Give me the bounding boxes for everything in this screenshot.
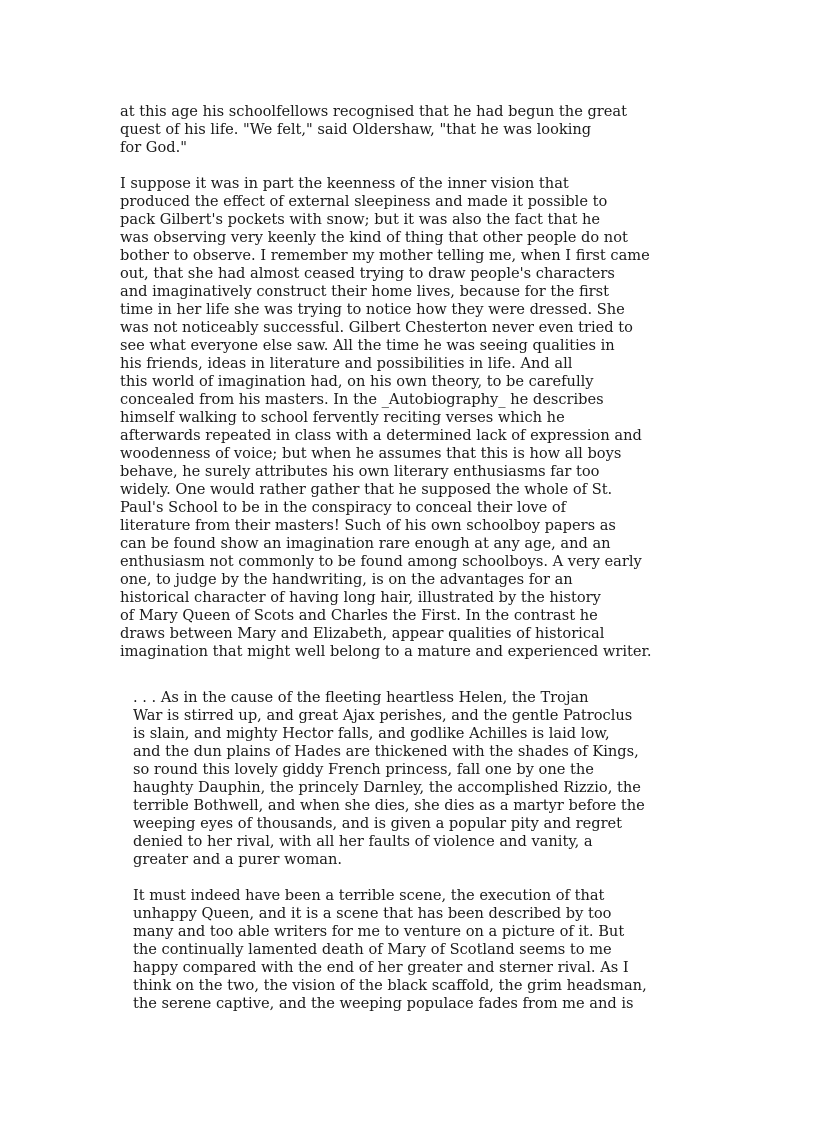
body-paragraph: at this age his schoolfellows recognised that he had begun the great quest of his life. "We felt," said Oldershaw, "that he was looking for God." (120, 103, 627, 156)
block-quote: . . . As in the cause of the fleeting heartless Helen, the Trojan War is stirred up, and great Ajax perishes, and the gentle Patroclus is slain, and mighty Hector falls, and godlike Achilles is laid low, and the dun plains of Hades are thickened with the shades of Kings, so round this lovely giddy French princess, fall one by one the haughty Dauphin, the princely Darnley, the accomplished Rizzio, the terrible Bothwell, and when she dies, she dies as a martyr before the weeping eyes of thousands, and is given a popular pity and regret denied to her rival, with all her faults of violence and vanity, a greater and a purer woman. (133, 689, 645, 868)
body-paragraph: I suppose it was in part the keenness of the inner vision that produced the effect of external sleepiness and made it possible to pack Gilbert's pockets with snow; but it was also the fact that he was observing very keenly the kind of thing that other people do not bother to observe. I remember my mother telling me, when I first came out, that she had almost ceased trying to draw people's characters and imaginatively construct their home lives, because for the first time in her life she was trying to notice how they were dressed. She was not noticeably successful. Gilbert Chesterton never even tried to see what everyone else saw. All the time he was seeing qualities in his friends, ideas in literature and possibilities in life. And all this world of imagination had, on his own theory, to be carefully concealed from his masters. In the _Autobiography_ he describes himself walking to school fervently reciting verses which he afterwards repeated in class with a determined lack of expression and woodenness of voice; but when he assumes that this is how all boys behave, he surely attributes his own literary enthusiasms far too widely. One would rather gather that he supposed the whole of St. Paul's School to be in the conspiracy to conceal their love of literature from their masters! Such of his own schoolboy papers as can be found show an imagination rare enough at any age, and an enthusiasm not commonly to be found among schoolboys. A very early one, to judge by the handwriting, is on the advantages for an historical character of having long hair, illustrated by the history of Mary Queen of Scots and Charles the First. In the contrast he draws between Mary and Elizabeth, appear qualities of historical imagination that might well belong to a mature and experienced writer. (120, 175, 652, 660)
block-quote: It must indeed have been a terrible scene, the execution of that unhappy Queen, and it is a scene that has been described by too many and too able writers for me to venture on a picture of it. But the continually lamented death of Mary of Scotland seems to me happy compared with the end of her greater and sterner rival. As I think on the two, the vision of the black scaffold, the grim headsman, the serene captive, and the weeping populace fades from me and is (133, 887, 647, 1012)
